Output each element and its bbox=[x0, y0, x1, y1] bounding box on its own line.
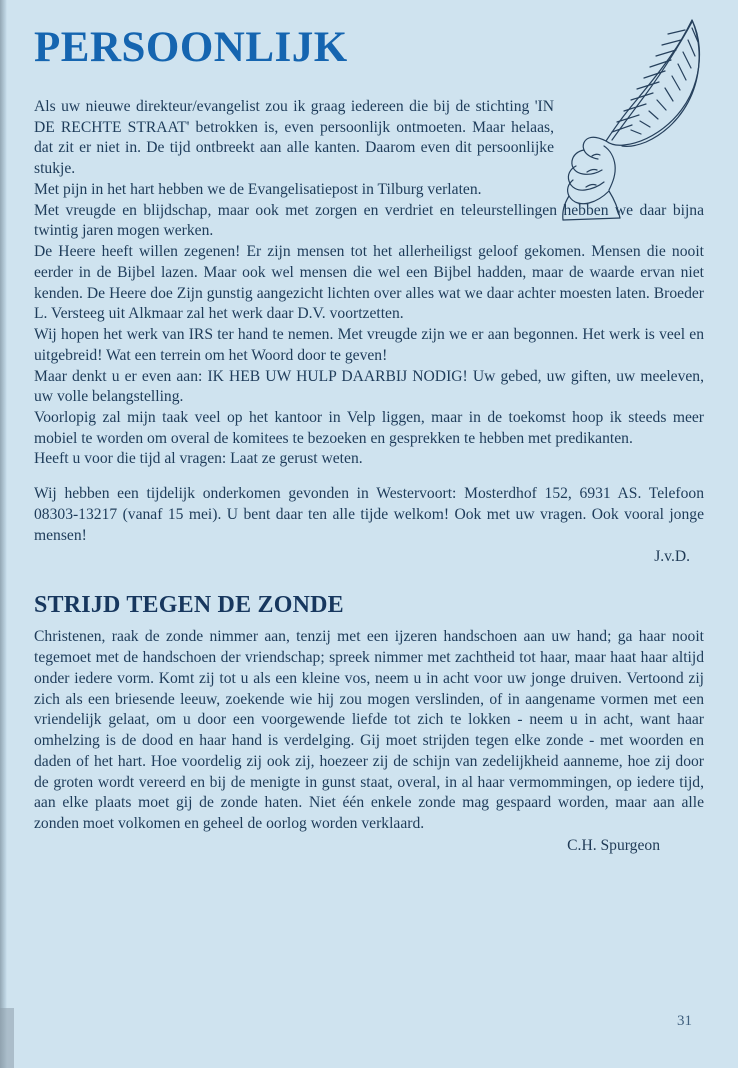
paragraph-5: Wij hopen het werk van IRS ter hand te nemen. Met vreugde zijn we er aan begonnen. Het werk is veel en uitgebreid! Wat een terrein om het Woord door te geven! bbox=[34, 326, 704, 364]
paragraph-6: Maar denkt u er even aan: IK HEB UW HULP DAARBIJ NODIG! Uw gebed, uw giften, uw meeleven, uw volle belangstelling. bbox=[34, 367, 704, 406]
paragraph-9: Wij hebben een tijdelijk onderkomen gevonden in Westervoort: Mosterdhof 152, 6931 AS. Telefoon 08303-13217 (vanaf 15 mei). U bent daar ten alle tijde welkom! Ook met uw vragen. Ook vooral jonge mensen! bbox=[34, 485, 704, 544]
page-gutter-shadow bbox=[0, 0, 7, 1068]
paragraph-1: Als uw nieuwe direkteur/evangelist zou ik graag iedereen die bij de stichting 'IN DE RECHTE STRAAT' betrokken is, even persoonlijk ontmoeten. Maar helaas, dat zit er niet in. De tijd ontbreekt aan alle kanten. Daarom even dit persoonlijke stukje. bbox=[34, 98, 554, 178]
page-gutter-bottom bbox=[0, 1008, 14, 1068]
paragraph-8: Heeft u voor die tijd al vragen: Laat ze gerust weten. bbox=[34, 450, 363, 468]
article2-signature: C.H. Spurgeon bbox=[567, 836, 660, 854]
page-number: 31 bbox=[677, 1013, 692, 1029]
article-body bbox=[34, 97, 704, 546]
article2-paragraph: Christenen, raak de zonde nimmer aan, tenzij met een ijzeren handschoen aan uw hand; ga haar nooit tegemoet met de handschoen der vriendschap; spreek nimmer met zachtheid tot haar, maar haat haar altijd onder iedere vorm. Komt zij tot u als een kleine vos, neem u in acht voor uw jonge druiven. Vertoond zij zich als een briesende leeuw, zoekende wie hij zou mogen verslinden, of in aangename vormen met een vriendelijk gelaat, om u door een voorgewende liefde tot zich te lokken - neem u in acht, want haar omhelzing is de dood en haar hand is verdelging. Gij moet strijden tegen elke zonde - met woorden en daden of het hart. Hoe voordelig zij ook zij, hoezeer zij de schijn van zedelijkheid aanneme, hoe zij door de groten wordt vereerd en bij de menigte in gunst staat, overal, in al haar vermommingen, op iedere tijd, aan elke plaats moet gij de zonde haten. Niet één enkele zonde mag gespaard worden, maar aan alle zonden moet volkomen en geheel de oorlog worden verklaard. bbox=[34, 628, 704, 833]
paragraph-2: Met pijn in het hart hebben we de Evangelisatiepost in Tilburg verlaten. bbox=[34, 180, 482, 198]
article-signature: J.v.D. bbox=[654, 548, 690, 566]
paragraph-4: De Heere heeft willen zegenen! Er zijn mensen tot het allerheiligst geloof gekomen. Mensen die nooit eerder in de Bijbel lazen. Maar ook wel mensen die wel een Bijbel hadden, maar de waarde ervan niet kenden. De Heere doe Zijn gunstig aangezicht lichten over alles wat we daar achter moesten laten. Broeder L. Versteeg uit Alkmaar zal het werk daar D.V. voortzetten. bbox=[34, 243, 704, 323]
article2-body bbox=[34, 627, 704, 834]
page-title: PERSOONLIJK bbox=[34, 24, 348, 71]
paragraph-spacer bbox=[34, 470, 704, 484]
paragraph-3: Met vreugde en blijdschap, maar ook met zorgen en verdriet en teleurstellingen hebben we daar bijna twintig jaren mogen werken. bbox=[34, 201, 704, 240]
section-title-strijd-tegen-de-zonde: STRIJD TEGEN DE ZONDE bbox=[34, 592, 344, 619]
paragraph-7: Voorlopig zal mijn taak veel op het kantoor in Velp liggen, maar in de toekomst hoop ik steeds meer mobiel te worden om overal de komitees te bezoeken en gesprekken te hebben met predikanten. bbox=[34, 409, 704, 447]
